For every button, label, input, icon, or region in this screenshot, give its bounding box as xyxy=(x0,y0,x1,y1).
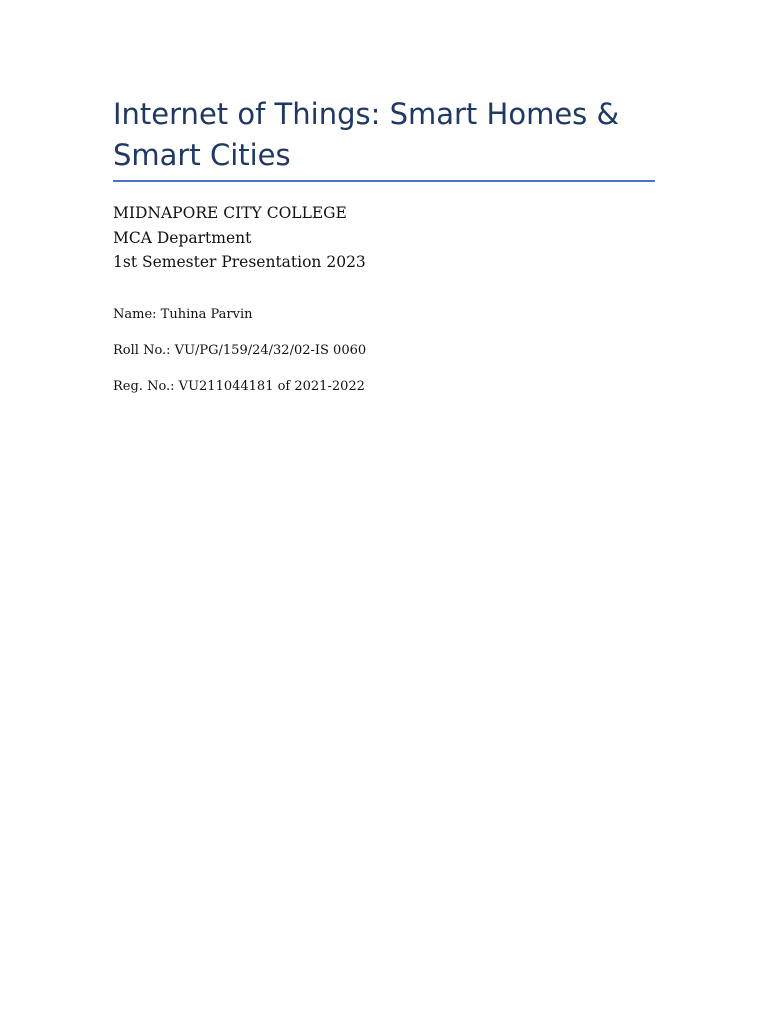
registration-number: Reg. No.: VU211044181 of 2021-2022 xyxy=(113,379,365,394)
document-title: Internet of Things: Smart Homes & Smart Cities xyxy=(113,97,620,172)
student-name: Name: Tuhina Parvin xyxy=(113,307,253,322)
college-name: MIDNAPORE CITY COLLEGE xyxy=(113,204,347,222)
student-details xyxy=(113,306,366,414)
presentation-label: 1st Semester Presentation 2023 xyxy=(113,253,366,271)
title-underline-rule xyxy=(113,180,655,182)
roll-number: Roll No.: VU/PG/159/24/32/02-IS 0060 xyxy=(113,343,367,358)
department-name: MCA Department xyxy=(113,228,252,247)
institution-block xyxy=(113,201,366,275)
